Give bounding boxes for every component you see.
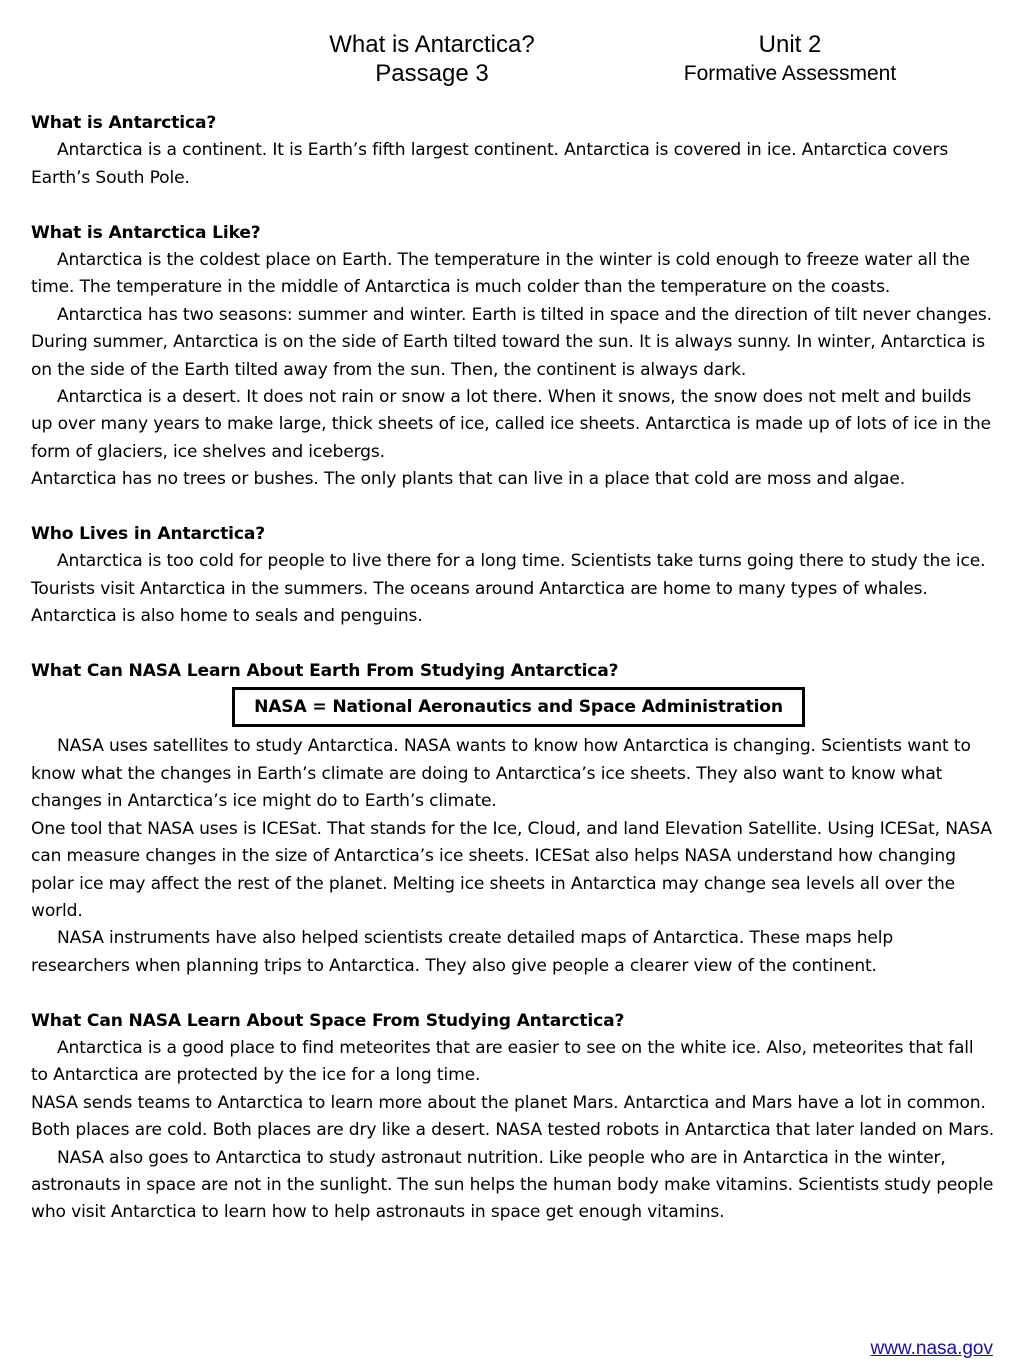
assessment-label: Formative Assessment [683,62,897,85]
paragraph: Antarctica is a desert. It does not rain or snow a lot there. When it snows, the snow does not melt and builds up over many years to make large, thick sheets of ice, called ice sheets. Antarctica is made up of lots of ice in the form of glaciers, ice shelves and icebergs. [31,387,991,462]
paragraph: NASA instruments have also helped scientists create detailed maps of Antarctica. These maps help researchers when planning trips to Antarctica. They also give people a clearer view of the continent. [31,928,894,976]
paragraph: Antarctica is a good place to find meteorites that are easier to see on the white ice. Also, meteorites that fall to Antarctica are protected by the ice for a long time. [31,1037,974,1086]
nasa-definition-wrapper [31,685,995,733]
section-heading: What Can NASA Learn About Earth From Studying Antarctica? [31,661,619,682]
paragraph: One tool that NASA uses is ICESat. That stands for the Ice, Cloud, and land Elevation Satellite. Using ICESat, NASA can measure changes in the size of Antarctica’s ice sheets. ICESat also helps NASA understand how changing polar ice may affect the rest of the planet. Melting ice sheets in Antarctica may change sea levels all over the world. [31,818,992,921]
paragraph: NASA also goes to Antarctica to study astronaut nutrition. Like people who are in Antarctica in the winter, astronauts in space are not in the sunlight. The sun helps the human body make vitamins. Scientists study people who visit Antarctica to learn how to help astronauts in space get enough vitamins. [31,1147,994,1223]
section-heading: Who Lives in Antarctica? [31,524,265,545]
paragraph: Antarctica has no trees or bushes. The only plants that can live in a place that cold are moss and algae. [31,469,906,490]
paragraph: NASA sends teams to Antarctica to learn more about the planet Mars. Antarctica and Mars have a lot in common. Both places are cold. Both places are dry like a desert. NASA tested robots in Antarctica that later landed on Mars. [31,1092,994,1141]
paragraph: Antarctica has two seasons: summer and winter. Earth is tilted in space and the direction of tilt never changes. During summer, Antarctica is on the side of Earth tilted toward the sun. It is always sunny. In winter, Antarctica is on the side of the Earth tilted away from the sun. Then, the continent is always dark. [31,304,992,380]
paragraph: NASA uses satellites to study Antarctica. NASA wants to know how Antarctica is changing. Scientists want to know what the changes in Earth’s climate are doing to Antarctica’s ice sheets. They also want to know what changes in Antarctica’s ice might do to Earth’s climate. [31,736,971,812]
header-unit-block [640,30,940,88]
paragraph: Antarctica is the coldest place on Earth. The temperature in the winter is cold enough to freeze water all the time. The temperature in the middle of Antarctica is much colder than the temperature on the coasts. [31,250,970,298]
unit-label: Unit 2 [758,31,822,58]
header-title-block [282,30,582,88]
nasa-definition-box: NASA = National Aeronautics and Space Administration [232,687,805,727]
passage-label: Passage 3 [375,60,489,87]
page-header [0,30,1024,92]
passage-body [31,110,995,1227]
section-heading: What is Antarctica? [31,113,217,133]
section-heading: What is Antarctica Like? [31,222,261,243]
nasa-website-link[interactable]: www.nasa.gov [870,1338,993,1359]
page-title: What is Antarctica? [329,31,535,58]
paragraph: Antarctica is too cold for people to live there for a long time. Scientists take turns going there to study the ice. Tourists visit Antarctica in the summers. The oceans around Antarctica are home to many types of whales. Antarctica is also home to seals and penguins. [31,551,986,627]
section-heading: What Can NASA Learn About Space From Studying Antarctica? [31,1010,625,1031]
paragraph: Antarctica is a continent. It is Earth’s fifth largest continent. Antarctica is covered in ice. Antarctica covers Earth’s South Pole. [31,140,949,188]
